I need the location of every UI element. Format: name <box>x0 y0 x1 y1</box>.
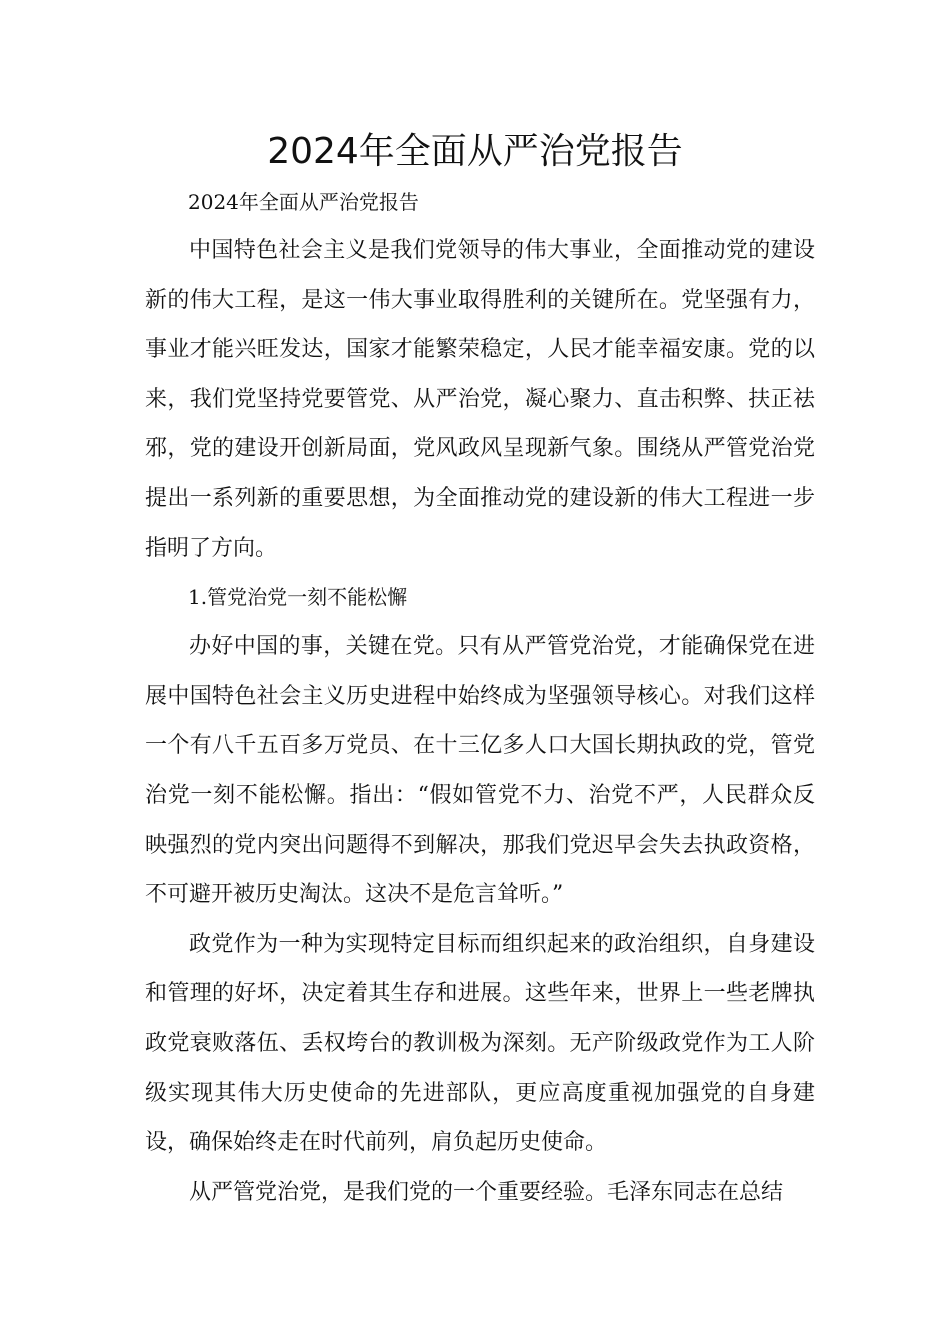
paragraph-party-as-organization: 政党作为一种为实现特定目标而组织起来的政治组织，自身建设和管理的好坏，决定着其生存和进展。这些年来，世界上一些老牌执政党衰败落伍、丢权垮台的教训极为深刻。无产阶级政党作为工人阶级实现其伟大历史使命的先进部队，更应高度重视加强党的自身建设，确保始终走在时代前列，肩负起历史使命。 <box>145 931 815 1156</box>
document-title: 2024年全面从严治党报告 <box>267 131 683 172</box>
paragraph-key-in-party: 办好中国的事，关键在党。只有从严管党治党，才能确保党在进展中国特色社会主义历史进程中始终成为坚强领导核心。对我们这样一个有八千五百多万党员、在十三亿多人口大国长期执政的党，管党治党一刻不能松懈。指出：“假如管党不力、治党不严，人民群众反映强烈的党内突出问题得不到解决，那我们党迟早会失去执政资格，不可避开被历史淘汰。这决不是危言耸听。” <box>145 634 815 908</box>
section-heading: 1.管党治党一刻不能松懈 <box>188 585 408 610</box>
paragraph-experience: 从严管党治党，是我们党的一个重要经验。毛泽东同志在总结 <box>189 1179 784 1205</box>
paragraph-intro: 中国特色社会主义是我们党领导的伟大事业，全面推动党的建设新的伟大工程，是这一伟大事业取得胜利的关键所在。党坚强有力，事业才能兴旺发达，国家才能繁荣稳定，人民才能幸福安康。党的以来，我们党坚持党要管党、从严治党，凝心聚力、直击积弊、扶正祛邪，党的建设开创新局面，党风政风呈现新气象。围绕从严管党治党提出一系列新的重要思想，为全面推动党的建设新的伟大工程进一步指明了方向。 <box>145 238 815 561</box>
document-subtitle: 2024年全面从严治党报告 <box>188 190 419 214</box>
document-body <box>145 178 815 1217</box>
